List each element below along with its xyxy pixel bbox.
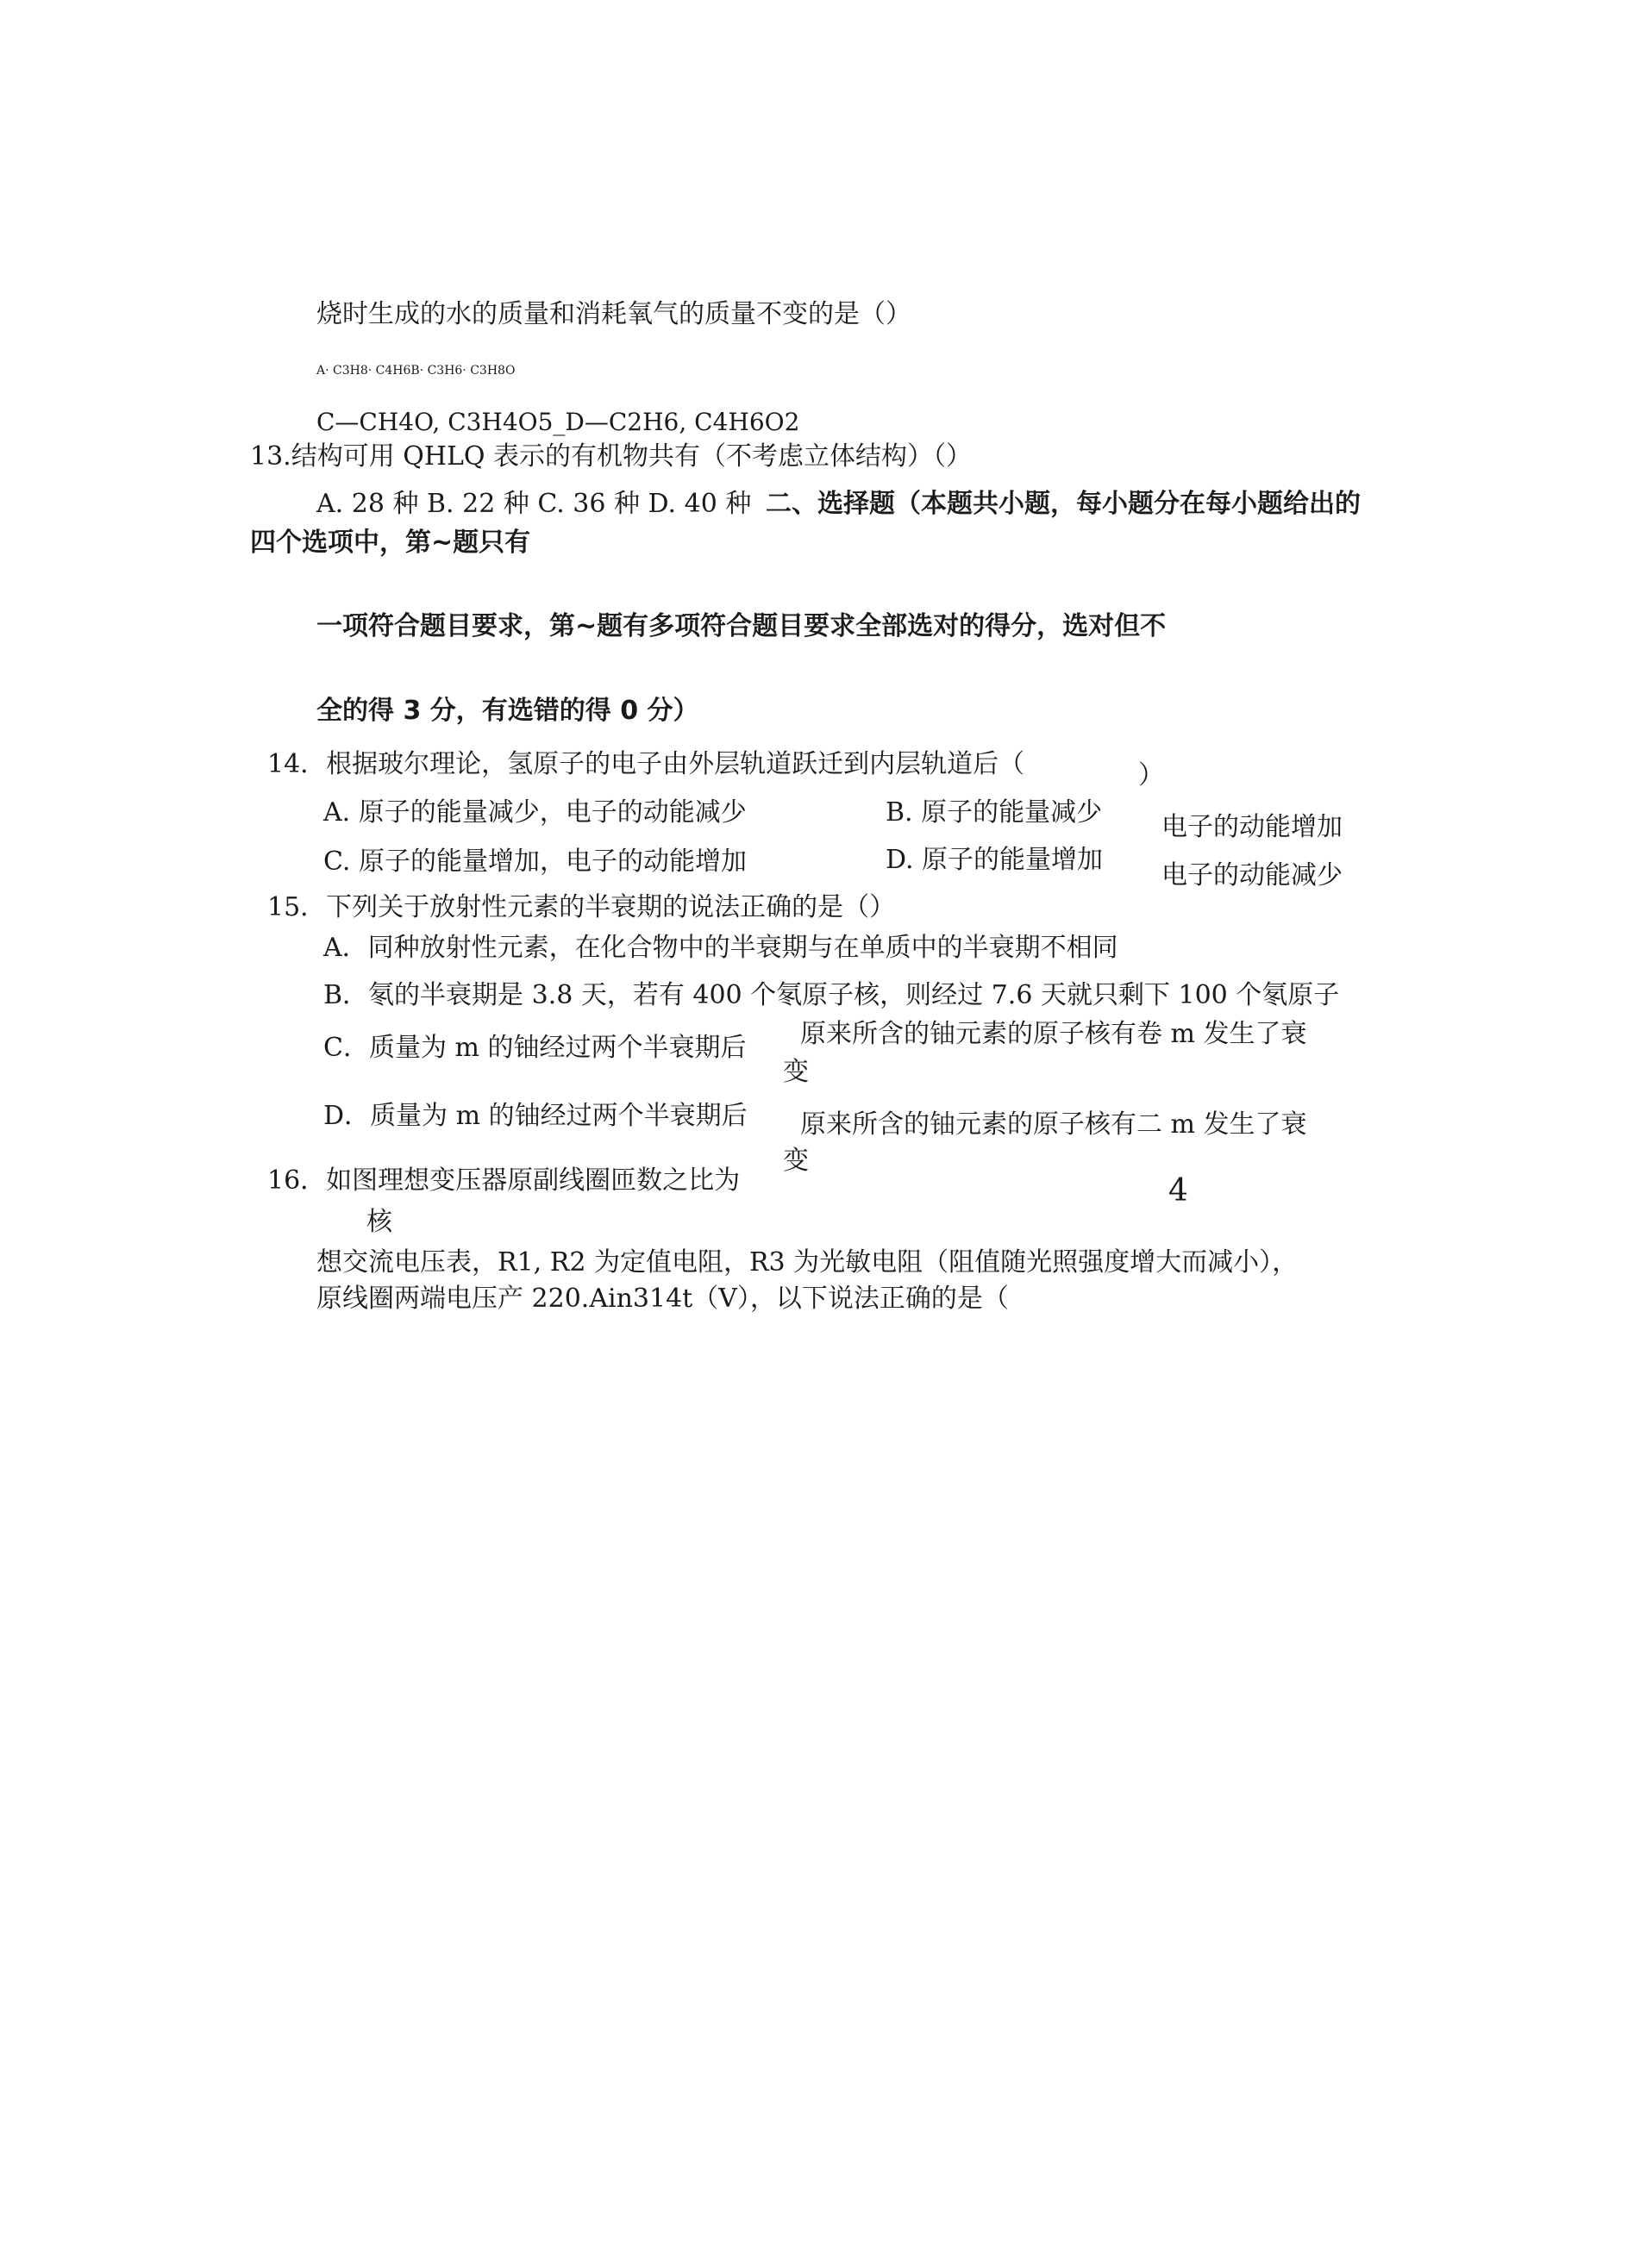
section-2-header-a: 二、选择题（本题共小题，每小题分在每小题给出的	[766, 489, 1361, 519]
question-15-option-c-cont: 原来所含的铀元素的原子核有卷 m 发生了衰	[800, 1019, 1307, 1049]
question-13: 13.结构可用 QHLQ 表示的有机物共有（不考虑立体结构）（）	[250, 441, 973, 472]
text-line-3: C—CH4O, C3H4O5_D—C2H6, C4H6O2	[316, 408, 800, 436]
question-16-core: 核	[366, 1207, 392, 1237]
question-13-options: A. 28 种 B. 22 种 C. 36 种 D. 40 种	[316, 489, 752, 519]
text-line-2: A· C3H8· C4H6B· C3H6· C3H8O	[316, 364, 516, 378]
question-15-option-c-end: 变	[783, 1057, 809, 1087]
question-15: 15．下列关于放射性元素的半衰期的说法正确的是（）	[267, 892, 896, 922]
question-15-option-d-cont: 原来所含的铀元素的原子核有二 m 发生了衰	[800, 1109, 1307, 1140]
section-2-header-c: 一项符合题目要求，第~题有多项符合题目要求全部选对的得分，选对但不	[316, 611, 1167, 641]
question-14-option-c: C. 原子的能量增加，电子的动能增加	[323, 847, 747, 877]
question-14: 14．根据玻尔理论，氢原子的电子由外层轨道跃迁到内层轨道后（	[267, 749, 1025, 779]
question-14-option-b: B. 原子的能量减少	[886, 797, 1103, 828]
question-16-line-2: 想交流电压表，R1, R2 为定值电阻，R3 为光敏电阻（阻值随光照强度增大而减小），	[316, 1247, 1299, 1278]
question-14-option-d-cont: 电子的动能减少	[1161, 860, 1343, 890]
question-16-line-3: 原线圈两端电压产 220.Ain314t（V），以下说法正确的是（	[316, 1284, 1009, 1314]
question-14-paren: ）	[1138, 760, 1164, 790]
question-15-option-b: B．氡的半衰期是 3.8 天，若有 400 个氡原子核，则经过 7.6 天就只剩下 100 个氡原子	[323, 980, 1340, 1010]
section-2-header-b: 四个选项中，第~题只有	[250, 528, 531, 558]
text-line-1: 烧时生成的水的质量和消耗氧气的质量不变的是（）	[316, 299, 911, 329]
question-14-option-a: A. 原子的能量减少，电子的动能减少	[323, 797, 747, 828]
question-16-number: 4	[1168, 1173, 1188, 1209]
question-15-option-d-end: 变	[783, 1146, 809, 1176]
question-15-option-d: D．质量为 m 的铀经过两个半衰期后	[323, 1101, 748, 1131]
section-2-header-d: 全的得 3 分，有选错的得 0 分）	[316, 696, 699, 726]
question-14-option-d: D. 原子的能量增加	[886, 845, 1104, 875]
question-14-option-b-cont: 电子的动能增加	[1161, 812, 1343, 842]
question-15-option-c: C．质量为 m 的铀经过两个半衰期后	[323, 1033, 747, 1063]
question-16: 16．如图理想变压器原副线圈匝数之比为	[267, 1165, 741, 1196]
question-15-option-a: A．同种放射性元素，在化合物中的半衰期与在单质中的半衰期不相同	[323, 933, 1118, 963]
